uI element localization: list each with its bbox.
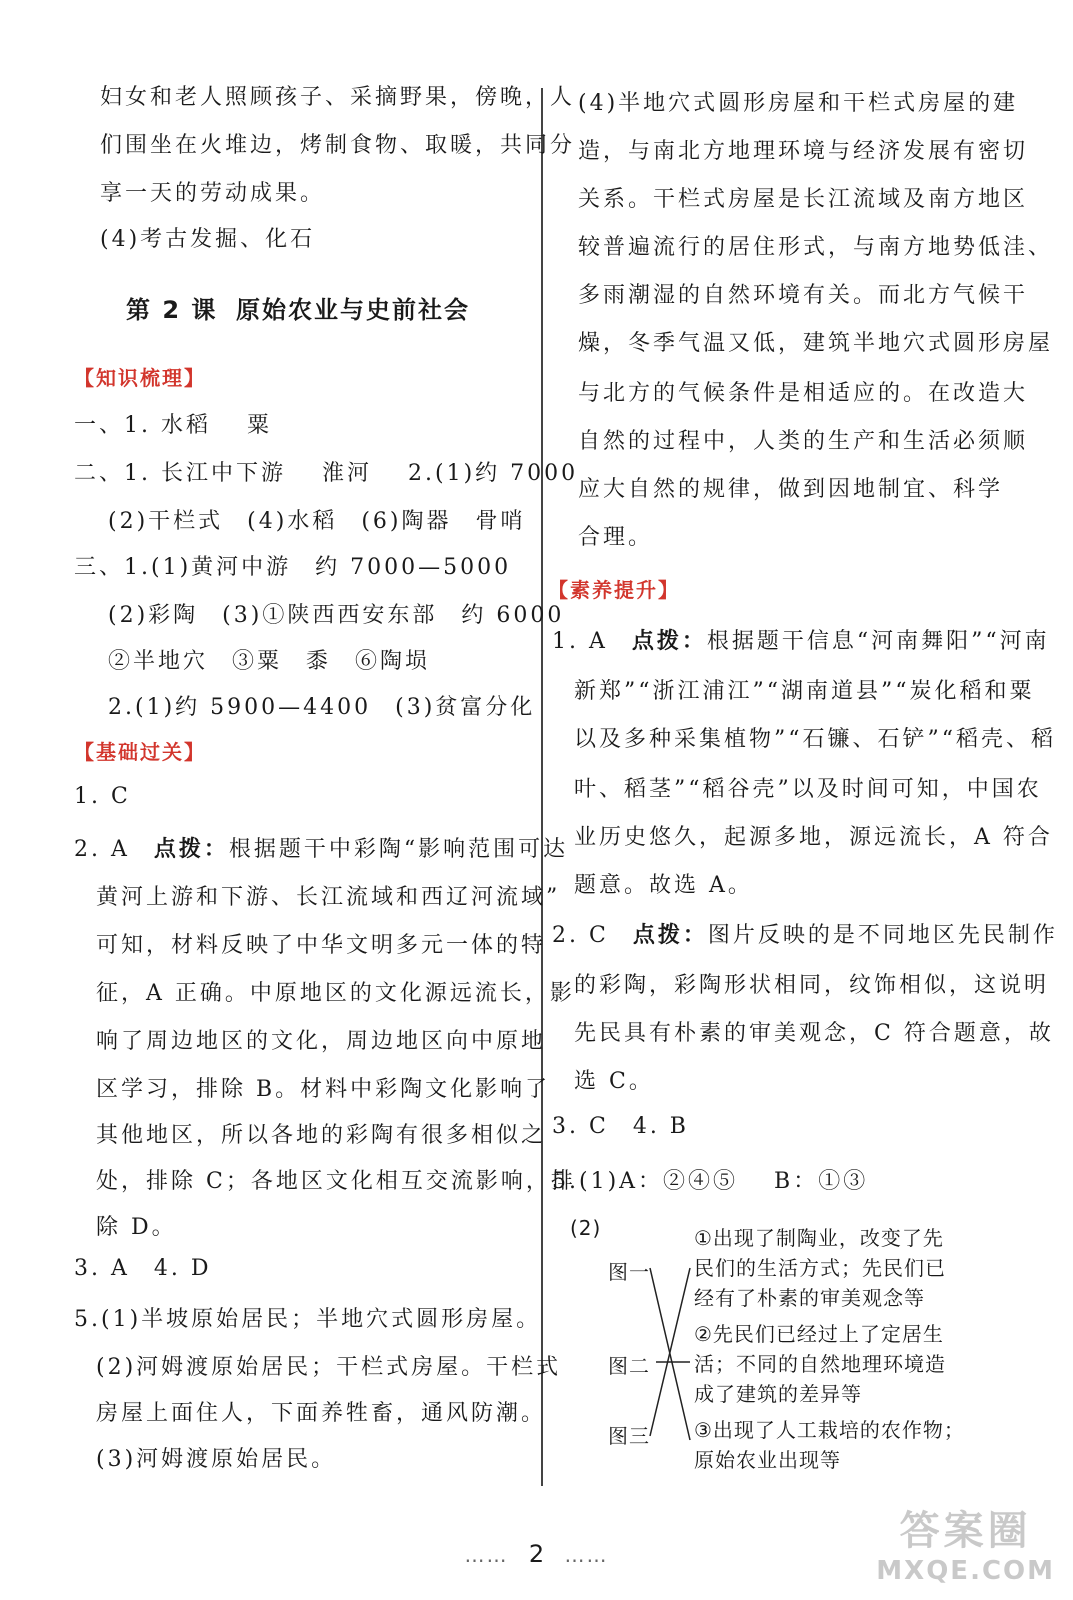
text-line: (2)干栏式 (4)水稻 (6)陶器 骨哨	[108, 509, 526, 534]
text-line: (2)河姆渡原始居民；干栏式房屋。干栏式	[96, 1355, 562, 1380]
figure-label: (2)	[570, 1216, 602, 1240]
text-line: 自然的过程中，人类的生产和生活必须顺	[578, 429, 1029, 454]
text-line: 征，A 正确。中原地区的文化源远流长，影	[96, 981, 575, 1006]
footer-dots: ……	[564, 1543, 609, 1567]
figure-item-1: 图一	[608, 1260, 650, 1284]
lesson-number: 第 2 课	[126, 296, 218, 324]
text-line: (2)彩陶 (3)①陕西西安东部 约 6000	[108, 603, 565, 628]
text-line: 先民具有朴素的审美观念，C 符合题意，故	[574, 1021, 1054, 1046]
option-text: ②先民们已经过上了定居生	[694, 1322, 944, 1346]
watermark-url: MXQE.COM	[876, 1556, 1055, 1586]
page-number: 2	[528, 1540, 545, 1568]
text-line: 的彩陶，彩陶形状相同，纹饰相似，这说明	[574, 973, 1050, 998]
text-line: 多雨潮湿的自然环境有关。而北方气候干	[578, 283, 1029, 308]
text-line: 除 D。	[96, 1215, 177, 1240]
text-line: 3. C 4. B	[552, 1114, 689, 1139]
text-line: 2. A 点拨：根据题干中彩陶“影响范围可达	[74, 837, 569, 862]
section-tag-improve: 【素养提升】	[548, 578, 680, 602]
figure-item-3: 图三	[608, 1424, 650, 1448]
text-line: 应大自然的规律，做到因地制宜、科学	[578, 477, 1004, 502]
text-line: 1. C	[74, 784, 131, 809]
text-line: 题意。故选 A。	[574, 873, 753, 898]
text-line: 3. A 4. D	[74, 1256, 212, 1281]
option-text: 成了建筑的差异等	[694, 1382, 862, 1406]
text-line: 5.(1)半坡原始居民；半地穴式圆形房屋。	[74, 1307, 542, 1332]
text-line: (4)考古发掘、化石	[100, 227, 316, 252]
section-tag-knowledge: 【知识梳理】	[74, 366, 206, 390]
text-line: 一、1. 水稻 粟	[74, 413, 272, 438]
text-line: 以及多种采集植物”“石镰、石铲”“稻壳、稻	[574, 727, 1056, 752]
text-line: 其他地区，所以各地的彩陶有很多相似之	[96, 1123, 547, 1148]
text-line: 2.(1)约 5900—4400 (3)贫富分化	[108, 695, 536, 720]
text-line: 较普遍流行的居住形式，与南方地势低洼、	[578, 235, 1054, 260]
option-text: ①出现了制陶业，改变了先	[694, 1226, 944, 1250]
option-text: 活；不同的自然地理环境造	[694, 1352, 946, 1376]
text-line: (4)半地穴式圆形房屋和干栏式房屋的建	[578, 91, 1019, 116]
text-line: 合理。	[578, 525, 654, 550]
text-line: 新郑”“浙江浦江”“湖南道县”“炭化稻和粟	[574, 679, 1035, 704]
text-line: 二、1. 长江中下游 淮河 2.(1)约 7000	[74, 461, 579, 486]
text-line: 可知，材料反映了中华文明多元一体的特	[96, 933, 547, 958]
lesson-title: 原始农业与史前社会	[236, 296, 470, 324]
text-line: 黄河上游和下游、长江流域和西辽河流域”	[96, 885, 561, 910]
text-line: 三、1.(1)黄河中游 约 7000—5000	[74, 555, 512, 580]
text-line: 房屋上面住人，下面养牲畜，通风防潮。	[96, 1401, 547, 1426]
text-line: 与北方的气候条件是相适应的。在改造大	[578, 381, 1029, 406]
text-line: 2. C 点拨：图片反映的是不同地区先民制作	[552, 923, 1058, 948]
text-line: 燥，冬季气温又低，建筑半地穴式圆形房屋	[578, 331, 1054, 356]
text-line: 们围坐在火堆边，烤制食物、取暖，共同分	[100, 133, 576, 158]
text-line: 区学习，排除 B。材料中彩陶文化影响了	[96, 1077, 551, 1102]
text-line: 叶、稻茎”“稻谷壳”以及时间可知，中国农	[574, 777, 1042, 802]
watermark-text: 答案圈	[899, 1508, 1032, 1554]
option-text: 经有了朴素的审美观念等	[694, 1286, 925, 1310]
footer-dots: ……	[464, 1543, 509, 1567]
section-tag-basic: 【基础过关】	[74, 740, 206, 764]
text-line: 业历史悠久，起源多地，源远流长，A 符合	[574, 825, 1053, 850]
text-line: 5.(1)A：②④⑤ B：①③	[552, 1169, 869, 1194]
text-line: 处，排除 C；各地区文化相互交流影响，排	[96, 1169, 576, 1194]
option-text: 原始农业出现等	[694, 1448, 841, 1472]
text-line: 妇女和老人照顾孩子、采摘野果，傍晚，人	[100, 85, 576, 110]
text-line: 享一天的劳动成果。	[100, 181, 326, 206]
text-line: 造，与南北方地理环境与经济发展有密切	[578, 139, 1029, 164]
text-line: 关系。干栏式房屋是长江流域及南方地区	[578, 187, 1029, 212]
watermark-logo	[876, 1499, 1055, 1586]
figure-item-2: 图二	[608, 1354, 650, 1378]
text-line: (3)河姆渡原始居民。	[96, 1447, 337, 1472]
text-line: 选 C。	[574, 1069, 654, 1094]
option-text: 民们的生活方式；先民们已	[694, 1256, 946, 1280]
text-line: 响了周边地区的文化，周边地区向中原地	[96, 1029, 547, 1054]
text-line: 1. A 点拨：根据题干信息“河南舞阳”“河南	[552, 629, 1050, 654]
option-text: ③出现了人工栽培的农作物；	[694, 1418, 965, 1442]
text-line: ②半地穴 ③粟 黍 ⑥陶埙	[108, 649, 431, 674]
